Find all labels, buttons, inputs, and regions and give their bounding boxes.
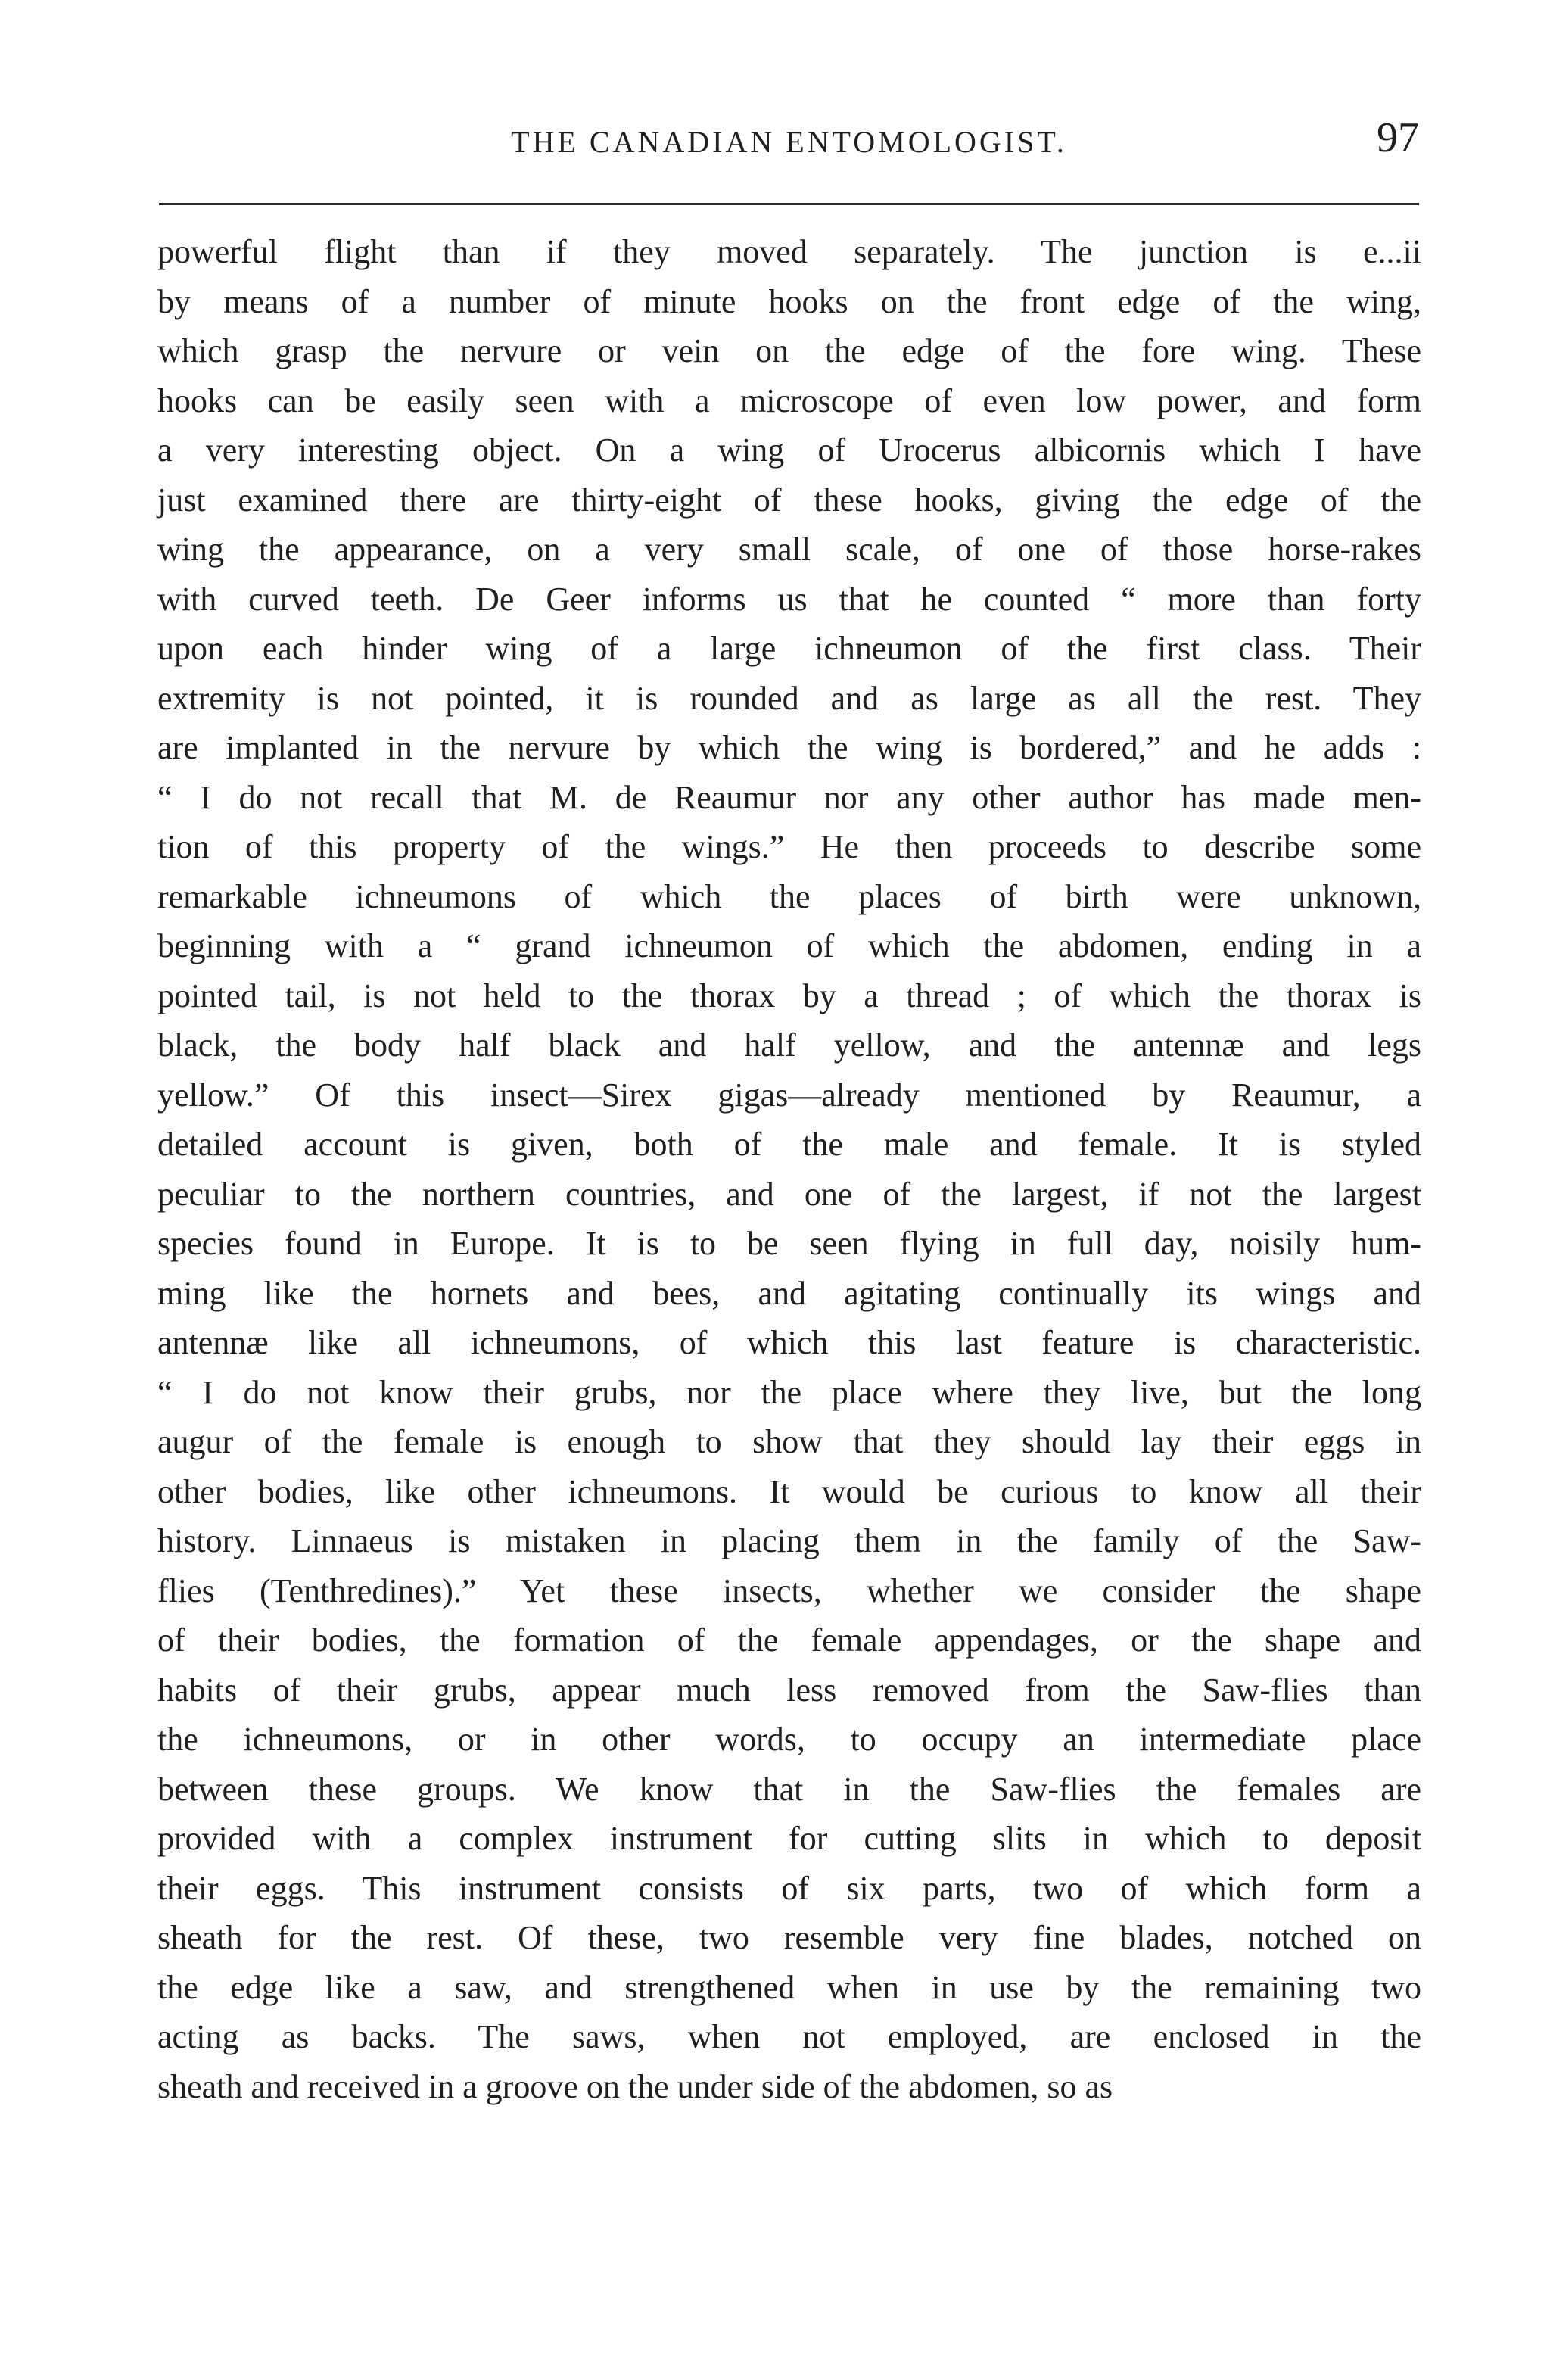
text-line: beginning with a “ grand ichneumon of which the abdomen, ending in a: [157, 927, 1421, 964]
text-line: which grasp the nervure or vein on the edge of the fore wing. These: [157, 332, 1421, 369]
text-line: ming like the hornets and bees, and agitating continually its wings and: [157, 1274, 1421, 1312]
header-rule: [159, 203, 1419, 205]
text-line: hooks can be easily seen with a microscope of even low power, and form: [157, 382, 1421, 419]
text-line: flies (Tenthredines).” Yet these insects, whether we consider the shape: [157, 1572, 1421, 1609]
text-line: species found in Europe. It is to be seen flying in full day, noisily hum-: [157, 1225, 1421, 1262]
text-line: “ I do not recall that M. de Reaumur nor any other author has made men-: [157, 778, 1421, 816]
text-line: between these groups. We know that in the Saw-flies the females are: [157, 1770, 1421, 1808]
text-line: other bodies, like other ichneumons. It would be curious to know all their: [157, 1472, 1421, 1510]
text-line: peculiar to the northern countries, and one of the largest, if not the largest: [157, 1175, 1421, 1213]
text-line: are implanted in the nervure by which the wing is bordered,” and he adds :: [157, 729, 1421, 766]
text-line: powerful flight than if they moved separately. The junction is e...ii: [157, 233, 1421, 270]
text-line: “ I do not know their grubs, nor the place where they live, but the long: [157, 1373, 1421, 1411]
text-line: upon each hinder wing of a large ichneumon of the first class. Their: [157, 630, 1421, 667]
text-line: remarkable ichneumons of which the places of birth were unknown,: [157, 877, 1421, 915]
text-line: detailed account is given, both of the male and female. It is styled: [157, 1126, 1421, 1163]
running-title: THE CANADIAN ENTOMOLOGIST.: [511, 125, 1067, 159]
text-line: augur of the female is enough to show that they should lay their eggs in: [157, 1423, 1421, 1460]
text-line: a very interesting object. On a wing of Urocerus albicornis which I have: [157, 431, 1421, 469]
text-line: the edge like a saw, and strengthened when in use by the remaining two: [157, 1968, 1421, 2006]
page-header: [159, 114, 1419, 162]
body-text: [157, 227, 1421, 2111]
text-line: their eggs. This instrument consists of six parts, two of which form a: [157, 1869, 1421, 1907]
text-line: wing the appearance, on a very small scale, of one of those horse-rakes: [157, 531, 1421, 568]
text-line: black, the body half black and half yellow, and the antennæ and legs: [157, 1026, 1421, 1064]
text-line: pointed tail, is not held to the thorax by a thread ; of which the thorax is: [157, 977, 1421, 1014]
text-line: of their bodies, the formation of the female appendages, or the shape and: [157, 1621, 1421, 1659]
text-line: with curved teeth. De Geer informs us that he counted “ more than forty: [157, 580, 1421, 618]
text-line: just examined there are thirty-eight of these hooks, giving the edge of the: [157, 481, 1421, 519]
text-line: provided with a complex instrument for cutting slits in which to deposit: [157, 1820, 1421, 1857]
page-number: 97: [1377, 114, 1419, 161]
text-line: antennæ like all ichneumons, of which this last feature is characteristic.: [157, 1324, 1421, 1361]
text-line: tion of this property of the wings.” He then proceeds to describe some: [157, 828, 1421, 865]
text-line: sheath for the rest. Of these, two resemble very fine blades, notched on: [157, 1919, 1421, 1956]
text-line: by means of a number of minute hooks on the front edge of the wing,: [157, 282, 1421, 320]
text-line: yellow.” Of this insect—Sirex gigas—already mentioned by Reaumur, a: [157, 1076, 1421, 1114]
text-line: extremity is not pointed, it is rounded and as large as all the rest. They: [157, 679, 1421, 717]
text-line: sheath and received in a groove on the under side of the abdomen, so as: [157, 2067, 1113, 2105]
text-line: history. Linnaeus is mistaken in placing them in the family of the Saw-: [157, 1522, 1421, 1559]
text-line: acting as backs. The saws, when not employed, are enclosed in the: [157, 2018, 1421, 2055]
text-line: habits of their grubs, appear much less removed from the Saw-flies than: [157, 1671, 1421, 1709]
text-line: the ichneumons, or in other words, to occupy an intermediate place: [157, 1721, 1421, 1758]
